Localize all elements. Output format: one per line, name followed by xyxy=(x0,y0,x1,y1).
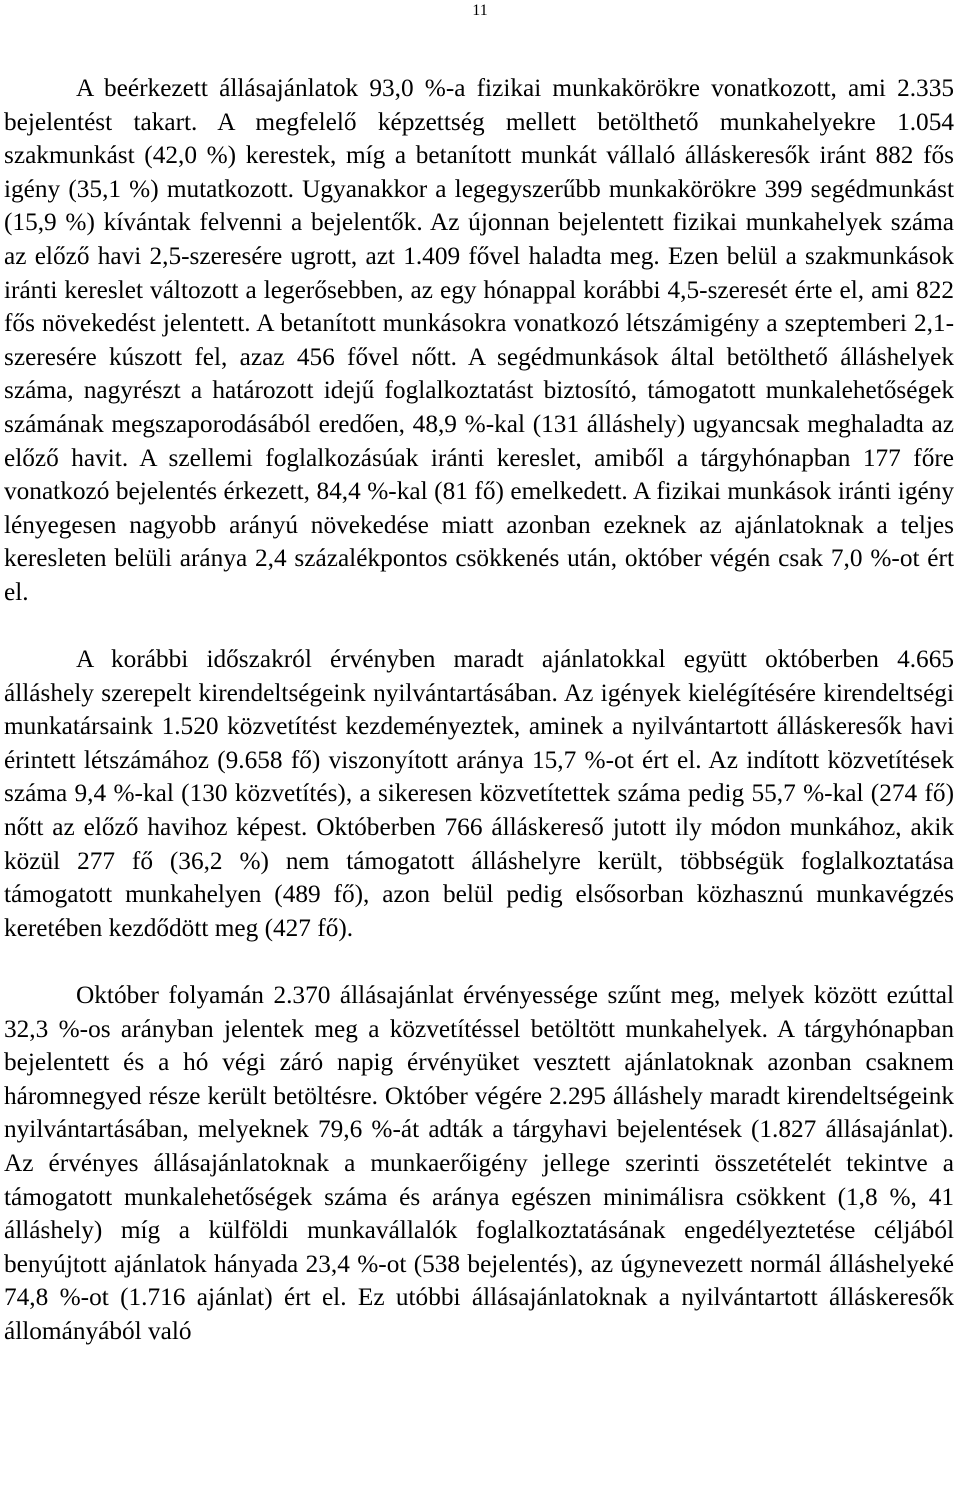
paragraph-expired-offers: Október folyamán 2.370 állásajánlat érvényessége szűnt meg, melyek között ezúttal 32,3 %-os arányban jelentek meg a közvetítéssel betöltött munkahelyek. A tárgyhónapban bejelentett és a hó végi záró napig érvényüket vesztett ajánlatoknak azonban csaknem háromnegyed része került betöltésre. Október végére 2.295 álláshely maradt kirendeltségeink nyilvántartásában, melyeknek 79,6 %-át adták a tárgyhavi bejelentések (1.827 állásajánlat). Az érvényes állásajánlatoknak a munkaerőigény jellege szerinti összetételét tekintve a támogatott munkalehetőségek száma és aránya egészen minimálisra csökkent (1,8 %, 41 álláshely) míg a külföldi munkavállalók foglalkoztatásának engedélyeztetése céljából benyújtott ajánlatok hányada 23,4 %-ot (538 bejelentés), az úgynevezett normál álláshelyeké 74,8 %-ot (1.716 ajánlat) ért el. Ez utóbbi állásajánlatoknak a nyilvántartott álláskeresők állományából való xyxy=(4,981,954,1345)
paragraph-job-offers: A beérkezett állásajánlatok 93,0 %-a fizikai munkakörökre vonatkozott, ami 2.335 bejelentést takart. A megfelelő képzettség mellett betölthető munkahelyekre 1.054 szakmunkást (42,0 %) kerestek, míg a betanított munkát vállaló álláskeresők iránt 882 fős igény (35,1 %) mutatkozott. Ugyanakkor a legegyszerűbb munkakörökre 399 segédmunkást (15,9 %) kívántak felvenni a bejelentők. Az újonnan bejelentett fizikai munkahelyek száma az előző havi 2,5-szeresére ugrott, azt 1.409 fővel haladta meg. Ezen belül a szakmunkások iránti kereslet változott a legerősebben, az egy hónappal korábbi 4,5-szeresét érte el, ami 822 fős növekedést jelentett. A betanított munkásokra vonatkozó létszámigény a szeptemberi 2,1-szeresére kúszott fel, azaz 456 fővel nőtt. A segédmunkások által betölthető álláshelyek száma, nagyrészt a határozott idejű foglalkoztatást biztosító, támogatott munkalehetőségek számának megszaporodásából eredően, 48,9 %-kal (131 álláshely) ugyancsak meghaladta az előző havit. A szellemi foglalkozásúak iránti kereslet, amiből a tárgyhónapban 177 főre vonatkozó bejelentés érkezett, 84,4 %-kal (81 fő) emelkedett. A fizikai munkások iránti igény lényegesen nagyobb arányú növekedése miatt azonban ezeknek az ajánlatoknak a teljes keresleten belüli aránya 2,4 százalékpontos csökkenés után, október végén csak 7,0 %-ot ért el. xyxy=(4,74,954,606)
page-number: 11 xyxy=(472,2,488,19)
paragraph-placements: A korábbi időszakról érvényben maradt ajánlatokkal együtt októberben 4.665 álláshely szerepelt kirendeltségeink nyilvántartásában. Az igények kielégítésére kirendeltségi munkatársaink 1.520 közvetítést kezdeményeztek, aminek a nyilvántartott álláskeresők havi érintett létszámához (9.658 fő) viszonyított aránya 15,7 %-ot ért el. Az indított közvetítések száma 9,4 %-kal (130 közvetítés), a sikeresen közvetítettek száma pedig 55,7 %-kal (274 fő) nőtt az előző havihoz képest. Októberben 766 álláskereső jutott ily módon munkához, akik közül 277 fő (36,2 %) nem támogatott álláshelyre került, többségük foglalkoztatása támogatott munkahelyen (489 fő), azon belül pedig elsősorban közhasznú munkavégzés keretében kezdődött meg (427 fő). xyxy=(4,645,954,942)
document-body xyxy=(4,72,954,1349)
